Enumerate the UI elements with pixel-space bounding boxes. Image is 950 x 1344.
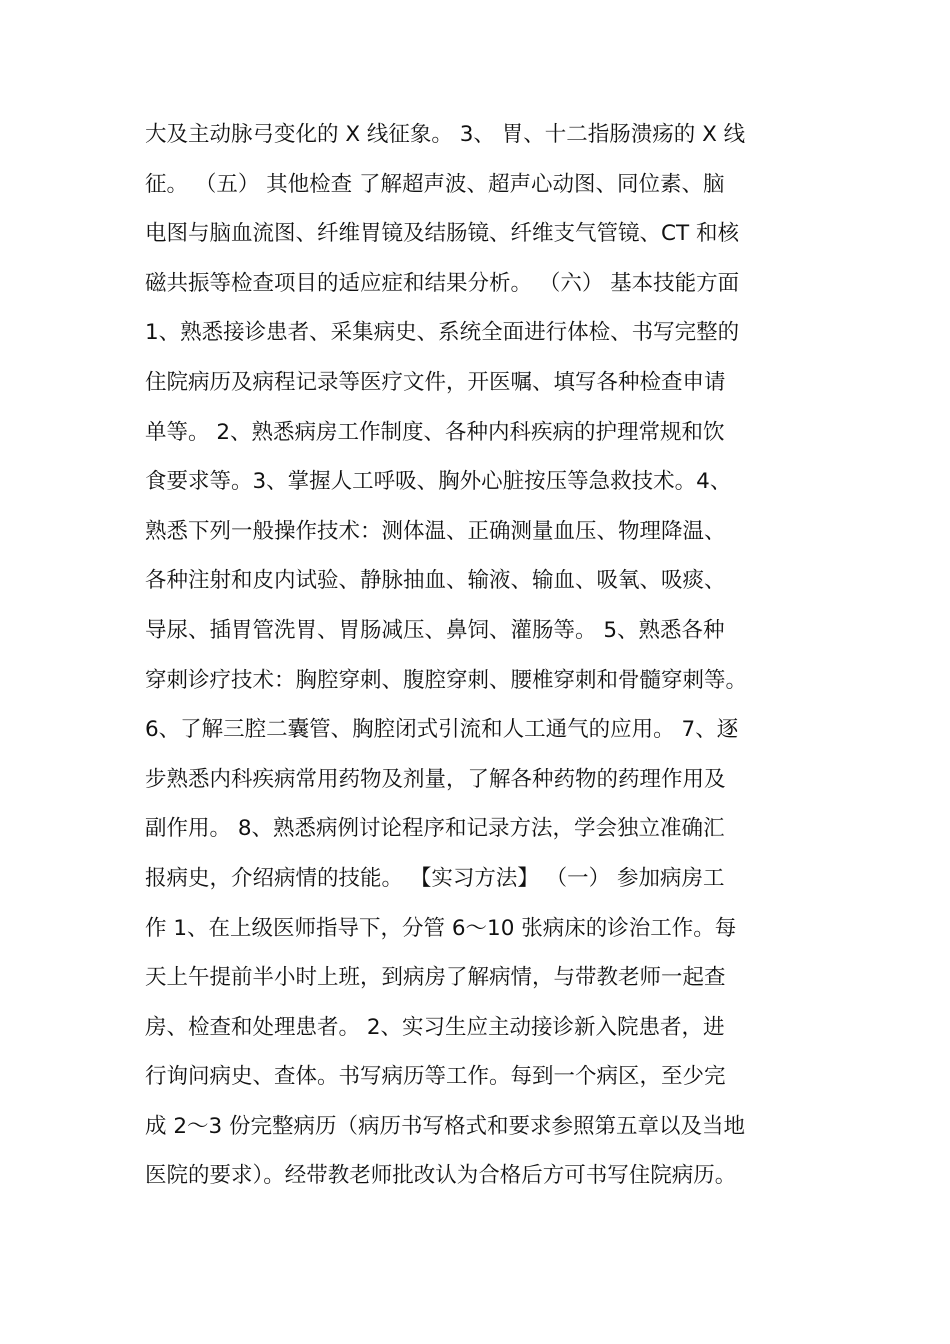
text-line: 熟悉下列一般操作技术：测体温、正确测量血压、物理降温、: [145, 518, 726, 544]
text-line: 报病史，介绍病情的技能。 【实习方法】 （一） 参加病房工: [145, 865, 725, 891]
text-line: 磁共振等检查项目的适应症和结果分析。 （六） 基本技能方面: [145, 270, 740, 296]
text-line: 成 2～3 份完整病历（病历书写格式和要求参照第五章以及当地: [145, 1113, 746, 1139]
text-line: 行询问病史、查体。书写病历等工作。每到一个病区，至少完: [145, 1064, 726, 1090]
text-line: 步熟悉内科疾病常用药物及剂量，了解各种药物的药理作用及: [145, 766, 726, 792]
text-line: 大及主动脉弓变化的 X 线征象。 3、 胃、十二指肠溃疡的 X 线: [145, 122, 746, 147]
text-line: 1、熟悉接诊患者、采集病史、系统全面进行体检、书写完整的: [145, 320, 740, 346]
text-line: 住院病历及病程记录等医疗文件，开医嘱、填写各种检查申请: [145, 369, 726, 395]
text-line: 副作用。 8、熟悉病例讨论程序和记录方法，学会独立准确汇: [145, 816, 725, 842]
text-line: 穿刺诊疗技术：胸腔穿刺、腹腔穿刺、腰椎穿刺和骨髓穿刺等。: [145, 667, 748, 693]
text-line: 单等。 2、熟悉病房工作制度、各种内科疾病的护理常规和饮: [145, 419, 725, 445]
text-line: 导尿、插胃管洗胃、胃肠减压、鼻饲、灌肠等。 5、熟悉各种: [145, 617, 725, 643]
body-text: [145, 110, 825, 1201]
text-line: 6、了解三腔二囊管、胸腔闭式引流和人工通气的应用。 7、逐: [145, 717, 739, 743]
text-line: 医院的要求）。经带教老师批改认为合格后方可书写住院病历。: [145, 1163, 737, 1189]
text-line: 征。 （五） 其他检查 了解超声波、超声心动图、同位素、脑: [145, 171, 725, 197]
text-line: 各种注射和皮内试验、静脉抽血、输液、输血、吸氧、吸痰、: [145, 568, 726, 594]
text-line: 房、检查和处理患者。 2、实习生应主动接诊新入院患者，进: [145, 1014, 725, 1040]
text-line: 食要求等。3、掌握人工呼吸、胸外心脏按压等急救技术。4、: [145, 469, 732, 495]
text-line: 作 1、在上级医师指导下，分管 6～10 张病床的诊治工作。每: [145, 915, 737, 941]
text-line: 天上午提前半小时上班，到病房了解病情，与带教老师一起查: [145, 965, 726, 991]
text-line: 电图与脑血流图、纤维胃镜及结肠镜、纤维支气管镜、CT 和核: [145, 221, 739, 247]
